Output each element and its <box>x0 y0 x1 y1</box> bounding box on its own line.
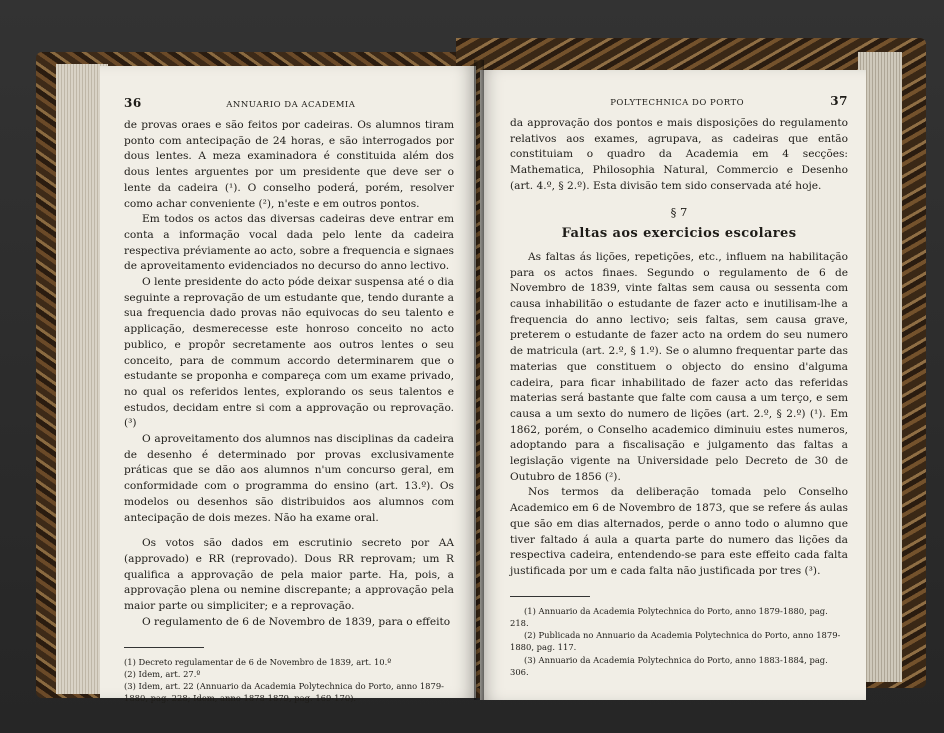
right-paragraph: As faltas ás lições, repetições, etc., influem na habilitação para os actos finaes. Segundo o regulamento de 6 de Novembro de 1839, vinte faltas sem causa ou sessenta com causa inhabilitão o estudante de fazer acto e inutilisam-lhe a frequencia do anno lectivo; seis faltas, sem causa grave, preterem o estudante de fazer acto na ordem do seu numero de matricula (art. 2.º, § 1.º). Se o alumno frequentar parte das materias que constituem o objecto do ensino d'alguma cadeira, para ficar inhabilitado de fazer acto das referidas materias será bastante que falte com causa a um terço, e sem causa a um sexto do numero de lições (art. 2.º, § 2.º) (¹). Em 1862, porém, o Conselho academico diminuiu estes numeros, adoptando para a fiscalisação e julgamento das faltas a legislação vigente na Universidade pelo Decreto de 30 de Outubro de 1856 (²). <box>510 250 848 483</box>
left-paragraph: O lente presidente do acto póde deixar suspensa até o dia seguinte a reprovação de um estudante que, tendo durante a sua frequencia dado provas não equivocas do seu talento e applicação, desmerecesse este honroso conceito no acto publico, e propôr secretamente aos outros lentes o seu conceito, para de commum accordo determinarem que o estudante se proponha e compareça com um exame privado, no qual os referidos lentes, explorando os seus talentos e estudos, decidam entre si com a approvação ou reprovação. (³) <box>124 276 454 430</box>
left-paragraph: de provas oraes e são feitos por cadeiras. Os alumnos tiram ponto com antecipação de 24 horas, e são interrogados por dous lentes. A meza examinadora é constituida além dos dous lentes arguentes por um presidente que deve ser o lente da cadeira (¹). O conselho poderá, porém, resolver como achar conveniente (²), n'este e em outros pontos. <box>124 119 454 210</box>
right-paragraph: Nos termos da deliberação tomada pelo Conselho Academico em 6 de Novembro de 1873, que se refere ás aulas que são em dias alternados, perde o anno todo o alumno que tiver faltado á aula a quarta parte do numero das lições da respectiva cadeira, entendendo-se para este effeito cada falta justificada por um e cada falta não justificada por tres (³). <box>510 486 848 577</box>
footnote: (1) Annuario da Academia Polytechnica do Porto, anno 1879-1880, pag. 218. <box>510 605 828 628</box>
left-paragraph: Em todos os actos das diversas cadeiras deve entrar em conta a informação vocal dada pelo lente da cadeira respectiva préviamente ao acto, sobre a frequencia e signaes de aproveitamento evidenciados no decurso do anno lectivo. <box>124 213 454 273</box>
left-page-number: 36 <box>124 96 142 110</box>
footnote-rule <box>124 647 204 648</box>
book-gutter <box>474 60 484 700</box>
right-page <box>480 70 866 700</box>
footnote: (3) Annuario da Academia Polytechnica do Porto, anno 1883-1884, pag. 306. <box>510 654 828 677</box>
section-number: § 7 <box>670 204 688 219</box>
left-paragraph: O regulamento de 6 de Novembro de 1839, para o effeito <box>142 615 451 628</box>
footnote: (2) Idem, art. 27.º <box>124 668 201 679</box>
left-paragraph: Os votos são dados em escrutinio secreto por AA (approvado) e RR (reprovado). Dous RR reprovam; um R qualifica a approvação de pela maior parte. Ha, pois, a approvação plena ou nemine discrepante; a approvação pela maior parte ou simpliciter; e a reprovação. <box>124 537 454 613</box>
right-footnotes <box>510 605 848 678</box>
right-running-title: POLYTECHNICA DO PORTO <box>610 98 745 108</box>
right-page-number: 37 <box>830 94 848 108</box>
left-running-title: ANNUARIO DA ACADEMIA <box>226 100 356 110</box>
left-page <box>100 66 476 704</box>
left-body-text <box>124 118 454 631</box>
footnote: (1) Decreto regulamentar de 6 de Novembro de 1839, art. 10.º <box>124 656 392 667</box>
right-running-head <box>510 94 848 108</box>
left-paragraph: O aproveitamento dos alumnos nas disciplinas da cadeira de desenho é determinado por provas exclusivamente práticas que se dão aos alumnos n'um concurso geral, em conformidade com o programma do ensino (art. 13.º). Os modelos ou desenhos são distribuidos aos alumnos com antecipação de dois mezes. Não ha exame oral. <box>124 433 454 524</box>
section-title: Faltas aos exercicios escolares <box>561 226 797 242</box>
left-footnotes <box>124 656 454 705</box>
right-body-text <box>510 116 848 580</box>
right-paragraph: da approvação dos pontos e mais disposições do regulamento relativos aos exames, agrupava, as cadeiras que então constituiam o quadro da Academia em 4 secções: Mathematica, Philosophia Natural, Commercio e Desenho (art. 4.º, § 2.º). Esta divisão tem sido conservada até hoje. <box>510 117 848 192</box>
footnote: (3) Idem, art. 22 (Annuario da Academia Polytechnica do Porto, anno 1879-1880, pag. 228; Idem, anno 1878-1879, pag. 169-170). <box>124 680 444 704</box>
left-running-head <box>124 96 454 110</box>
footnote-rule <box>510 596 590 597</box>
footnote: (2) Publicada no Annuario da Academia Polytechnica do Porto, anno 1879-1880, pag. 117. <box>510 630 841 653</box>
